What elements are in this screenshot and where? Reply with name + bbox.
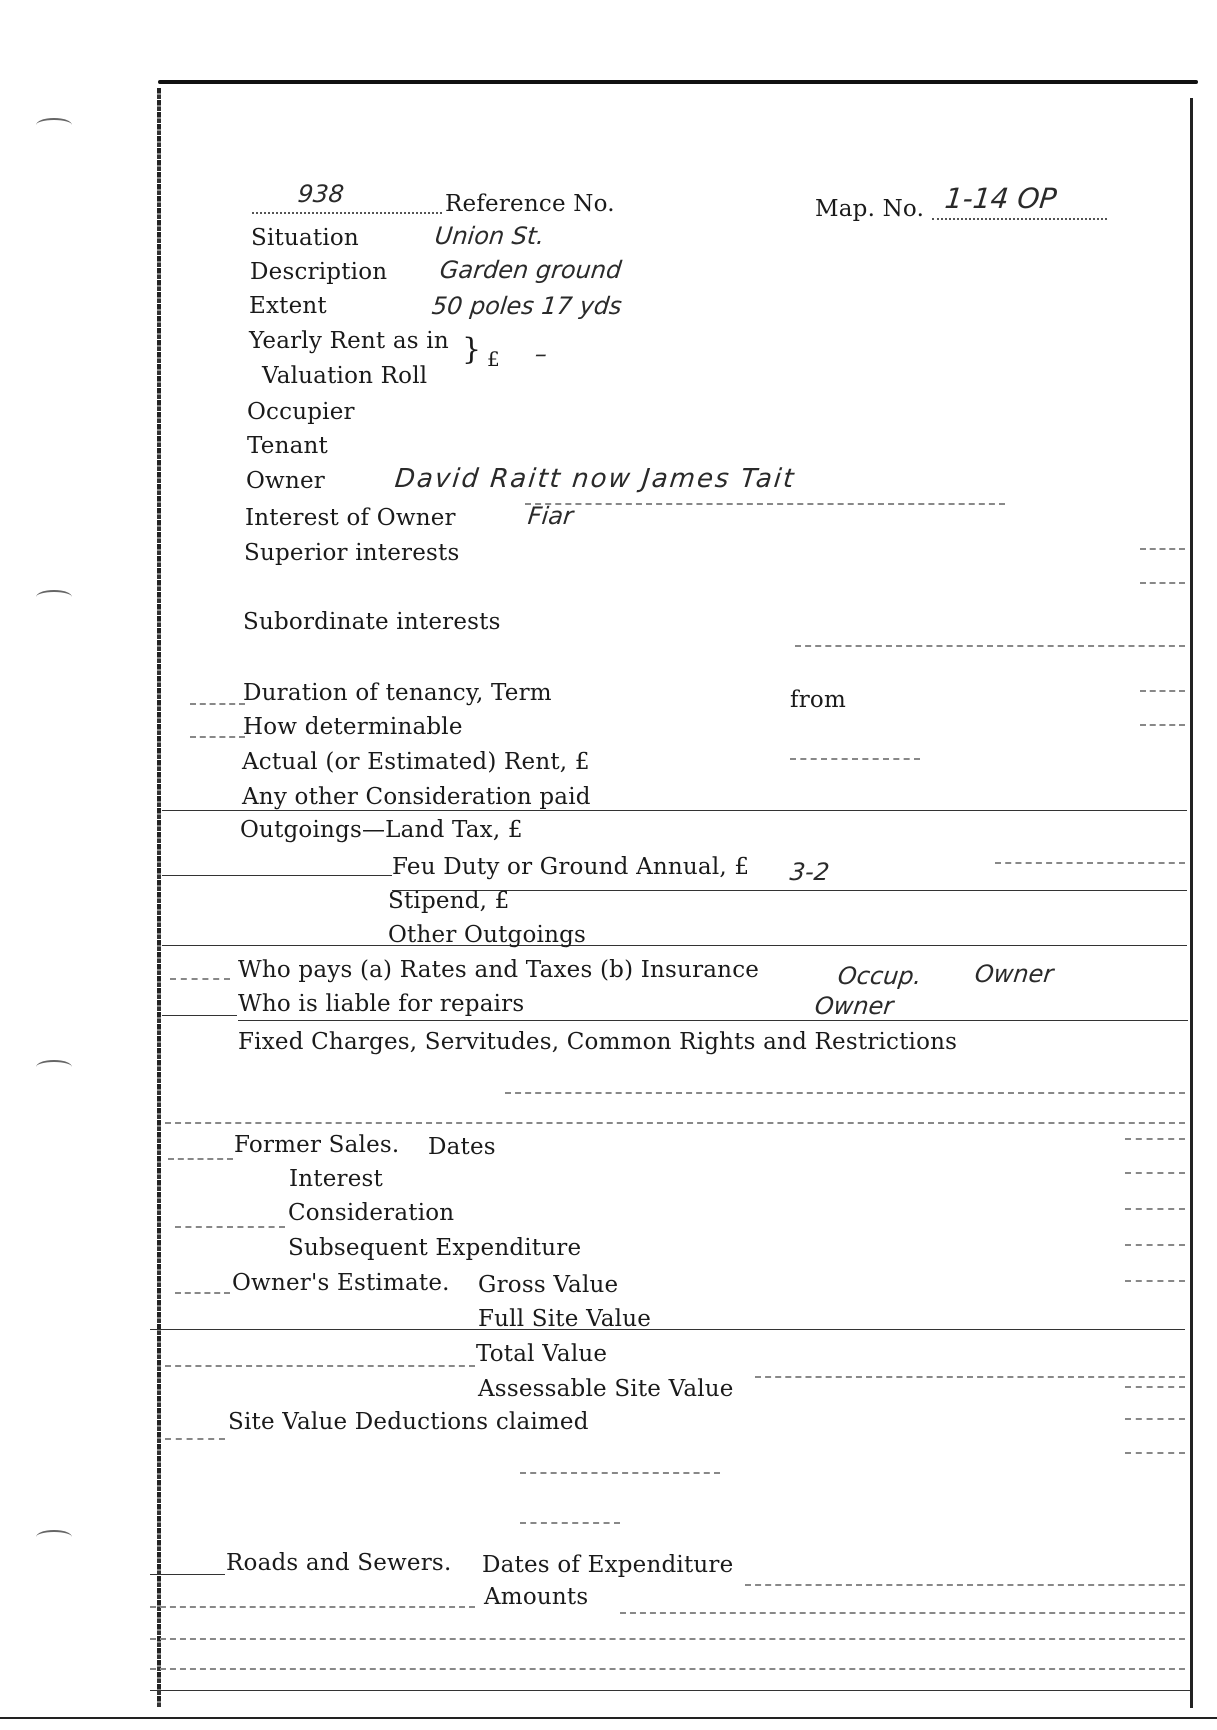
liable-repairs-value: Owner	[813, 992, 895, 1020]
occupier-label: Occupier	[247, 399, 355, 425]
section-rule	[238, 1020, 1188, 1021]
other-consideration-label: Any other Consideration paid	[242, 784, 591, 810]
who-pays-label: Who pays (a) Rates and Taxes (b) Insurance	[238, 957, 760, 983]
liable-repairs-label: Who is liable for repairs	[238, 991, 525, 1017]
feu-duty-label: Feu Duty or Ground Annual, £	[392, 854, 750, 880]
margin-rule	[505, 1092, 1185, 1094]
margin-rule	[620, 1612, 1185, 1614]
description-label: Description	[250, 259, 388, 285]
margin-rule	[1140, 724, 1185, 726]
feu-duty-value: 3-2	[788, 858, 831, 886]
interest-label: Interest	[289, 1166, 384, 1192]
section-rule	[162, 875, 392, 876]
extent-label: Extent	[249, 293, 327, 319]
total-value-label: Total Value	[476, 1341, 608, 1367]
owner-value: David Raitt now James Tait	[393, 464, 797, 494]
dates-of-expenditure-label: Dates of Expenditure	[482, 1552, 734, 1578]
actual-rent-label: Actual (or Estimated) Rent, £	[242, 749, 590, 775]
subsequent-expenditure-label: Subsequent Expenditure	[288, 1235, 582, 1261]
owner-label: Owner	[246, 468, 325, 494]
margin-rule	[790, 758, 920, 760]
who-pays-rates-value: Occup.	[836, 962, 923, 990]
other-outgoings-label: Other Outgoings	[388, 922, 587, 948]
punch-hole-mark	[36, 1060, 72, 1074]
margin-rule	[1125, 1418, 1185, 1420]
margin-rule	[795, 645, 1185, 647]
margin-rule	[520, 1522, 620, 1524]
map-no-line	[932, 218, 1107, 220]
yearly-rent-label-line1: Yearly Rent as in	[249, 328, 449, 354]
section-rule	[392, 890, 1187, 891]
map-no-value: 1-14 OP	[943, 182, 1059, 215]
owners-estimate-label: Owner's Estimate.	[232, 1270, 450, 1296]
interest-of-owner-label: Interest of Owner	[245, 505, 456, 531]
yearly-rent-value: –	[533, 340, 549, 368]
interest-of-owner-value: Fiar	[526, 502, 575, 530]
yearly-rent-currency: £	[487, 347, 500, 371]
margin-rule	[165, 1122, 1185, 1124]
section-rule	[162, 1015, 237, 1016]
margin-rule	[150, 1638, 1185, 1640]
margin-rule	[1140, 548, 1185, 550]
margin-rule	[190, 703, 245, 705]
margin-rule	[165, 1365, 475, 1367]
margin-rule	[1125, 1208, 1185, 1210]
owner-dotted-line	[525, 503, 1005, 505]
section-rule	[150, 1574, 225, 1575]
former-sales-label: Former Sales.	[234, 1132, 400, 1158]
stipend-label: Stipend, £	[388, 888, 510, 914]
margin-rule	[190, 736, 245, 738]
punch-hole-mark	[36, 590, 72, 604]
margin-rule	[1125, 1280, 1185, 1282]
section-rule	[150, 1329, 1185, 1330]
reference-no-label: Reference No.	[445, 191, 615, 217]
site-value-deductions-label: Site Value Deductions claimed	[228, 1409, 589, 1435]
reference-no-value: 938	[296, 180, 346, 208]
margin-rule	[1125, 1138, 1185, 1140]
margin-rule	[995, 862, 1185, 864]
margin-rule	[170, 978, 230, 980]
map-no-label: Map. No.	[815, 196, 925, 222]
punch-hole-mark	[36, 118, 72, 132]
section-rule	[150, 1690, 1190, 1691]
who-pays-insurance-value: Owner	[973, 960, 1055, 988]
margin-rule	[1125, 1244, 1185, 1246]
consideration-label: Consideration	[288, 1200, 455, 1226]
extent-value: 50 poles 17 yds	[430, 292, 624, 320]
duration-label: Duration of tenancy, Term	[243, 680, 552, 706]
brace-glyph: }	[462, 332, 482, 367]
subordinate-interests-label: Subordinate interests	[243, 609, 501, 635]
margin-rule	[1125, 1452, 1185, 1454]
dates-label: Dates	[428, 1134, 496, 1160]
margin-rule	[165, 1438, 225, 1440]
fixed-charges-label: Fixed Charges, Servitudes, Common Rights and Restrictions	[238, 1029, 958, 1055]
yearly-rent-label-line2: Valuation Roll	[262, 363, 428, 389]
outgoings-land-tax-label: Outgoings—Land Tax, £	[240, 817, 523, 843]
margin-rule	[1125, 1172, 1185, 1174]
punch-hole-mark	[36, 1530, 72, 1544]
assessable-site-value-label: Assessable Site Value	[478, 1376, 734, 1402]
left-page-edge	[157, 88, 161, 1708]
margin-rule	[745, 1584, 1185, 1586]
situation-label: Situation	[251, 225, 359, 251]
section-rule	[162, 945, 1187, 946]
margin-rule	[150, 1668, 1185, 1670]
margin-rule	[150, 1606, 475, 1608]
superior-interests-label: Superior interests	[244, 540, 460, 566]
amounts-label: Amounts	[484, 1584, 589, 1610]
reference-no-line	[252, 212, 442, 214]
right-page-edge	[1190, 98, 1193, 1708]
description-value: Garden ground	[438, 256, 623, 284]
bottom-page-edge	[0, 1717, 1217, 1719]
gross-value-label: Gross Value	[478, 1272, 619, 1298]
margin-rule	[1140, 690, 1185, 692]
full-site-value-label: Full Site Value	[478, 1306, 652, 1332]
margin-rule	[520, 1472, 720, 1474]
roads-sewers-label: Roads and Sewers.	[226, 1550, 452, 1576]
margin-rule	[168, 1158, 233, 1160]
situation-value: Union St.	[433, 222, 546, 250]
margin-rule	[1125, 1386, 1185, 1388]
margin-rule	[1140, 582, 1185, 584]
tenant-label: Tenant	[247, 433, 328, 459]
how-determinable-label: How determinable	[243, 714, 463, 740]
top-border-rule	[158, 80, 1198, 84]
from-label: from	[790, 687, 846, 713]
margin-rule	[175, 1226, 285, 1228]
margin-rule	[175, 1292, 230, 1294]
margin-rule	[755, 1376, 1185, 1378]
